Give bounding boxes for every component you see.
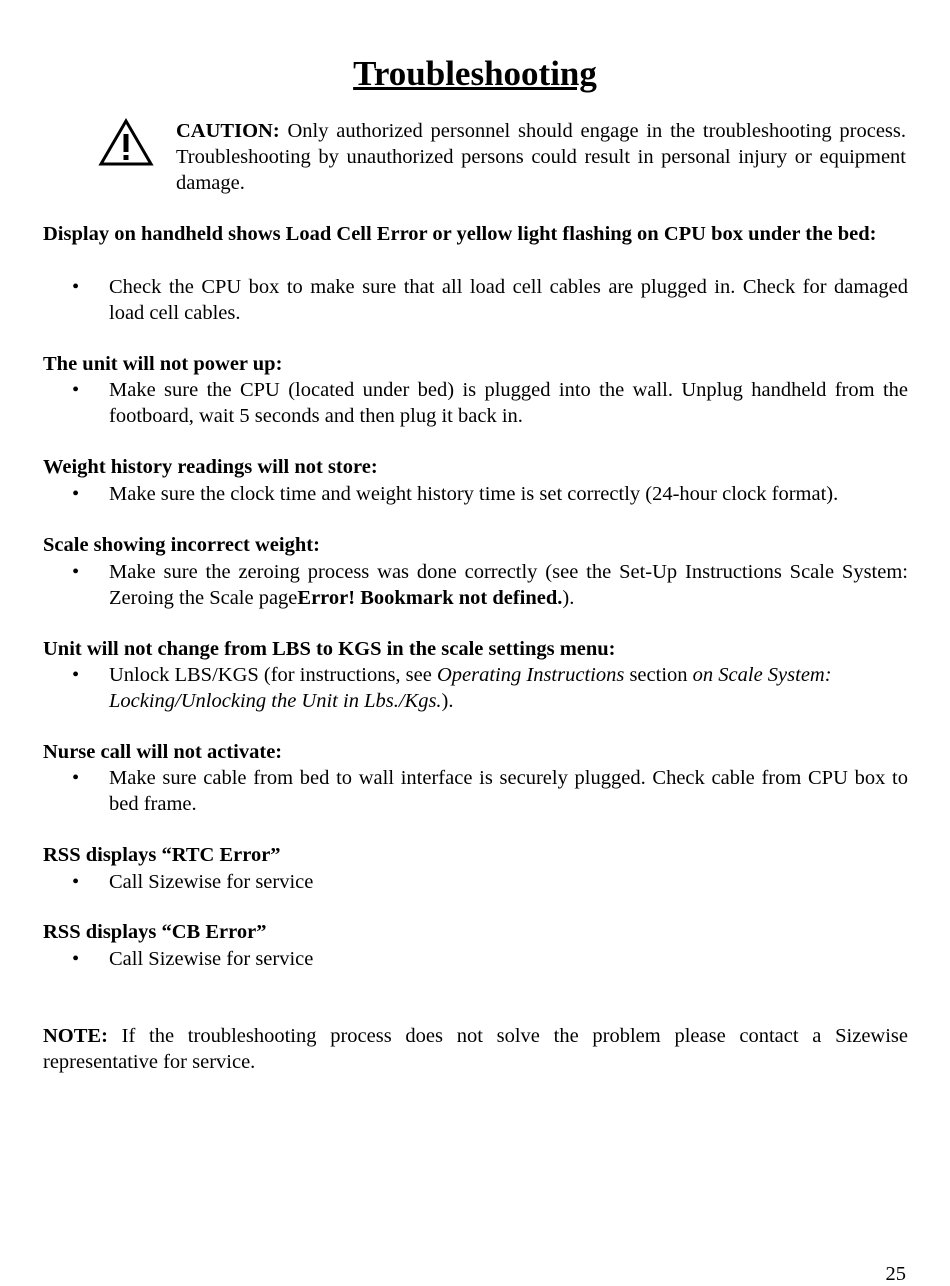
bullet-text: Call Sizewise for service <box>109 871 314 893</box>
bullet-symbol: • <box>72 767 80 789</box>
bullet-text <box>109 559 908 611</box>
caution-label: CAUTION: <box>176 120 280 142</box>
section-heading-incorrect-weight: Scale showing incorrect weight: <box>43 534 320 556</box>
bullet-text: Call Sizewise for service <box>109 948 314 970</box>
section-heading-load-cell-error: Display on handheld shows Load Cell Error or yellow light flashing on CPU box under the bed: <box>43 223 877 245</box>
bullet-text: Make sure the CPU (located under bed) is plugged into the wall. Unplug handheld from the footboard, wait 5 seconds and then plug it back in. <box>109 379 908 427</box>
note-label: NOTE: <box>43 1025 108 1047</box>
bullet-symbol: • <box>72 948 80 970</box>
bullet-text-part: Make sure the zeroing process was done correctly (see the Set-Up Instructions Scale System: Zeroing the Scale page <box>109 561 908 609</box>
italic-reference: on Scale System: Locking/Unlocking the Unit in Lbs./Kgs. <box>109 664 832 712</box>
bullet-text-part: ). <box>441 690 454 712</box>
bullet-symbol: • <box>72 664 80 686</box>
bullet-symbol: • <box>72 871 80 893</box>
page-title: Troubleshooting <box>353 54 597 93</box>
note-paragraph <box>43 1023 908 1075</box>
page-number: 25 <box>885 1263 906 1285</box>
warning-triangle-icon <box>98 118 154 168</box>
note-body: If the troubleshooting process does not solve the problem please contact a Sizewise representative for service. <box>43 1025 908 1073</box>
bullet-symbol: • <box>72 276 80 298</box>
section-heading-no-power: The unit will not power up: <box>43 353 283 375</box>
bullet-symbol: • <box>72 379 80 401</box>
bullet-text-part: ). <box>562 587 575 609</box>
bullet-text: Make sure cable from bed to wall interface is securely plugged. Check cable from CPU box to bed frame. <box>109 767 908 815</box>
caution-body: Only authorized personnel should engage in the troubleshooting process. Troubleshooting by unauthorized persons could result in personal injury or equipment damage. <box>176 120 906 194</box>
bullet-text: Check the CPU box to make sure that all load cell cables are plugged in. Check for damaged load cell cables. <box>109 276 908 324</box>
section-heading-rtc-error: RSS displays “RTC Error” <box>43 844 281 866</box>
bullet-text: Make sure the clock time and weight history time is set correctly (24-hour clock format). <box>109 483 839 505</box>
section-heading-weight-history: Weight history readings will not store: <box>43 456 378 478</box>
bullet-symbol: • <box>72 561 80 583</box>
bullet-text-part: Unlock LBS/KGS (for instructions, see <box>109 664 437 686</box>
caution-text <box>176 118 906 196</box>
section-heading-nurse-call: Nurse call will not activate: <box>43 741 283 763</box>
italic-reference: Operating Instructions <box>436 664 625 686</box>
bullet-text <box>109 662 908 714</box>
bookmark-error-text: Error! Bookmark not defined. <box>297 587 563 609</box>
section-heading-cb-error: RSS displays “CB Error” <box>43 921 267 943</box>
bullet-symbol: • <box>72 483 80 505</box>
section-heading-lbs-kgs: Unit will not change from LBS to KGS in the scale settings menu: <box>43 638 616 660</box>
bullet-text-part: section <box>624 664 693 686</box>
